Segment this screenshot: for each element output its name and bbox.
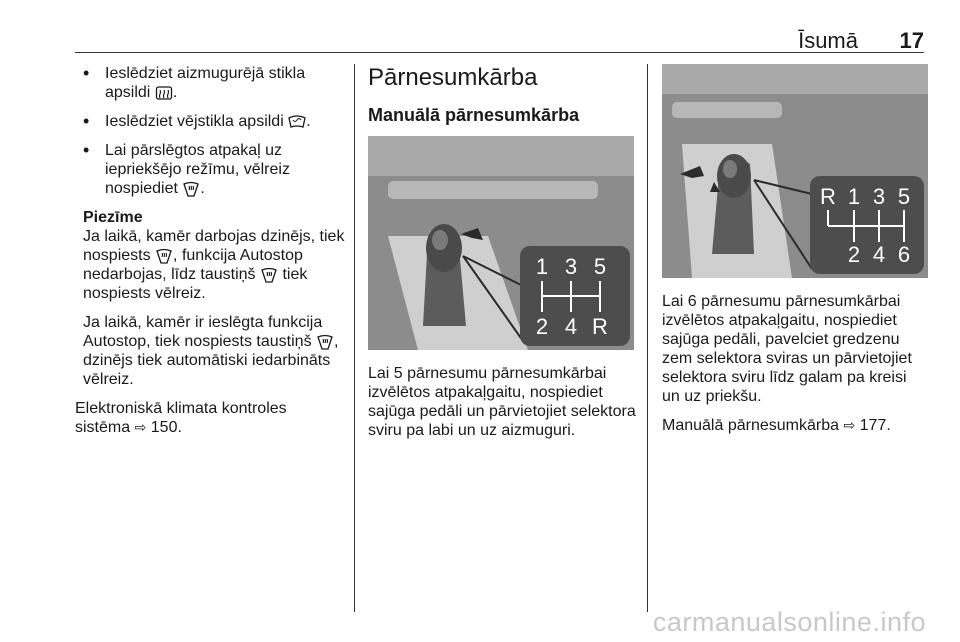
gear-label: 2: [535, 314, 549, 339]
reference-arrow-icon: ⇨: [134, 419, 147, 435]
column-divider-1: [354, 64, 355, 612]
gear-label: 1: [535, 254, 549, 279]
windshield-heating-icon: [288, 114, 306, 130]
page-reference[interactable]: 150.: [150, 419, 182, 436]
note-paragraph: Ja laikā, kamēr ir ieslēgta funkcija Autostop, tiek nospiests taustiņš , dzinējs tiek automātiski iedarbināts vēlreiz.: [83, 314, 339, 388]
gear-label-reverse: R: [592, 314, 608, 339]
reference-arrow-icon: ⇨: [843, 417, 856, 433]
page-header: [75, 28, 924, 53]
note-paragraph: Ja laikā, kamēr darbojas dzinējs, tiek nospiests , funkcija Autostop nedarbojas, līdz taustiņš tiek nospiests vēlreiz.: [83, 228, 345, 302]
reference-paragraph: Manuālā pārnesumkārba ⇨ 177.: [662, 417, 891, 434]
gear-shift-5-speed-illustration: [368, 136, 634, 350]
gear-label: 3: [872, 184, 886, 209]
page-number: 17: [899, 28, 924, 53]
gear-label: 3: [564, 254, 578, 279]
gear-label: 5: [593, 254, 607, 279]
climate-paragraph: Elektroniskā klimata kontroles sistēma ⇨ 150.: [75, 400, 287, 436]
gear-label: 1: [847, 184, 861, 209]
section-heading: Pārnesumkārba: [368, 64, 538, 91]
note-title: Piezīme: [83, 209, 143, 226]
defrost-icon: [182, 181, 200, 197]
column-divider-2: [647, 64, 648, 612]
rear-window-heating-icon: [155, 85, 173, 101]
column-left: [75, 64, 345, 447]
gear-label: 5: [897, 184, 911, 209]
column-middle: [368, 64, 636, 450]
header-rule: [75, 52, 924, 53]
gear-label: 6: [897, 242, 911, 267]
gear-label: 4: [564, 314, 578, 339]
gear-label: 4: [872, 242, 886, 267]
gearbox-6-description: Lai 6 pārnesumu pārnesumkārbai izvēlētos atpakaļgaitu, nospiediet sajūga pedāli, pavelciet gredzenu zem selektora sviras un pārvietojiet selektora sviru līdz galam pa kreisi un uz priekšu.: [662, 293, 912, 405]
list-item: • Lai pārslēgtos atpakaļ uz iepriekšējo režīmu, vēlreiz nospiediet .: [75, 141, 345, 198]
gearbox-5-description: Lai 5 pārnesumu pārnesumkārbai izvēlētos atpakaļgaitu, nospiediet sajūga pedāli un pārvietojiet selektora sviru pa labi un uz aizmuguri.: [368, 365, 636, 439]
defrost-icon: [260, 267, 278, 283]
watermark: carmanualsonline.info: [652, 607, 926, 637]
page-reference[interactable]: 177.: [859, 417, 891, 434]
list-item: • Ieslēdziet vējstikla apsildi .: [75, 112, 345, 131]
bullet-list: [75, 64, 345, 198]
note-block: [75, 208, 345, 389]
gear-label: 2: [847, 242, 861, 267]
list-item: • Ieslēdziet aizmugurējā stikla apsildi .: [75, 64, 345, 102]
gear-label-reverse: R: [820, 184, 836, 209]
subsection-heading: Manuālā pārnesumkārba: [368, 105, 580, 125]
defrost-icon: [316, 334, 334, 350]
gear-shift-6-speed-illustration: [662, 64, 928, 278]
section-title: Īsumā: [798, 28, 858, 53]
column-right: [662, 64, 928, 445]
defrost-icon: [155, 248, 173, 264]
